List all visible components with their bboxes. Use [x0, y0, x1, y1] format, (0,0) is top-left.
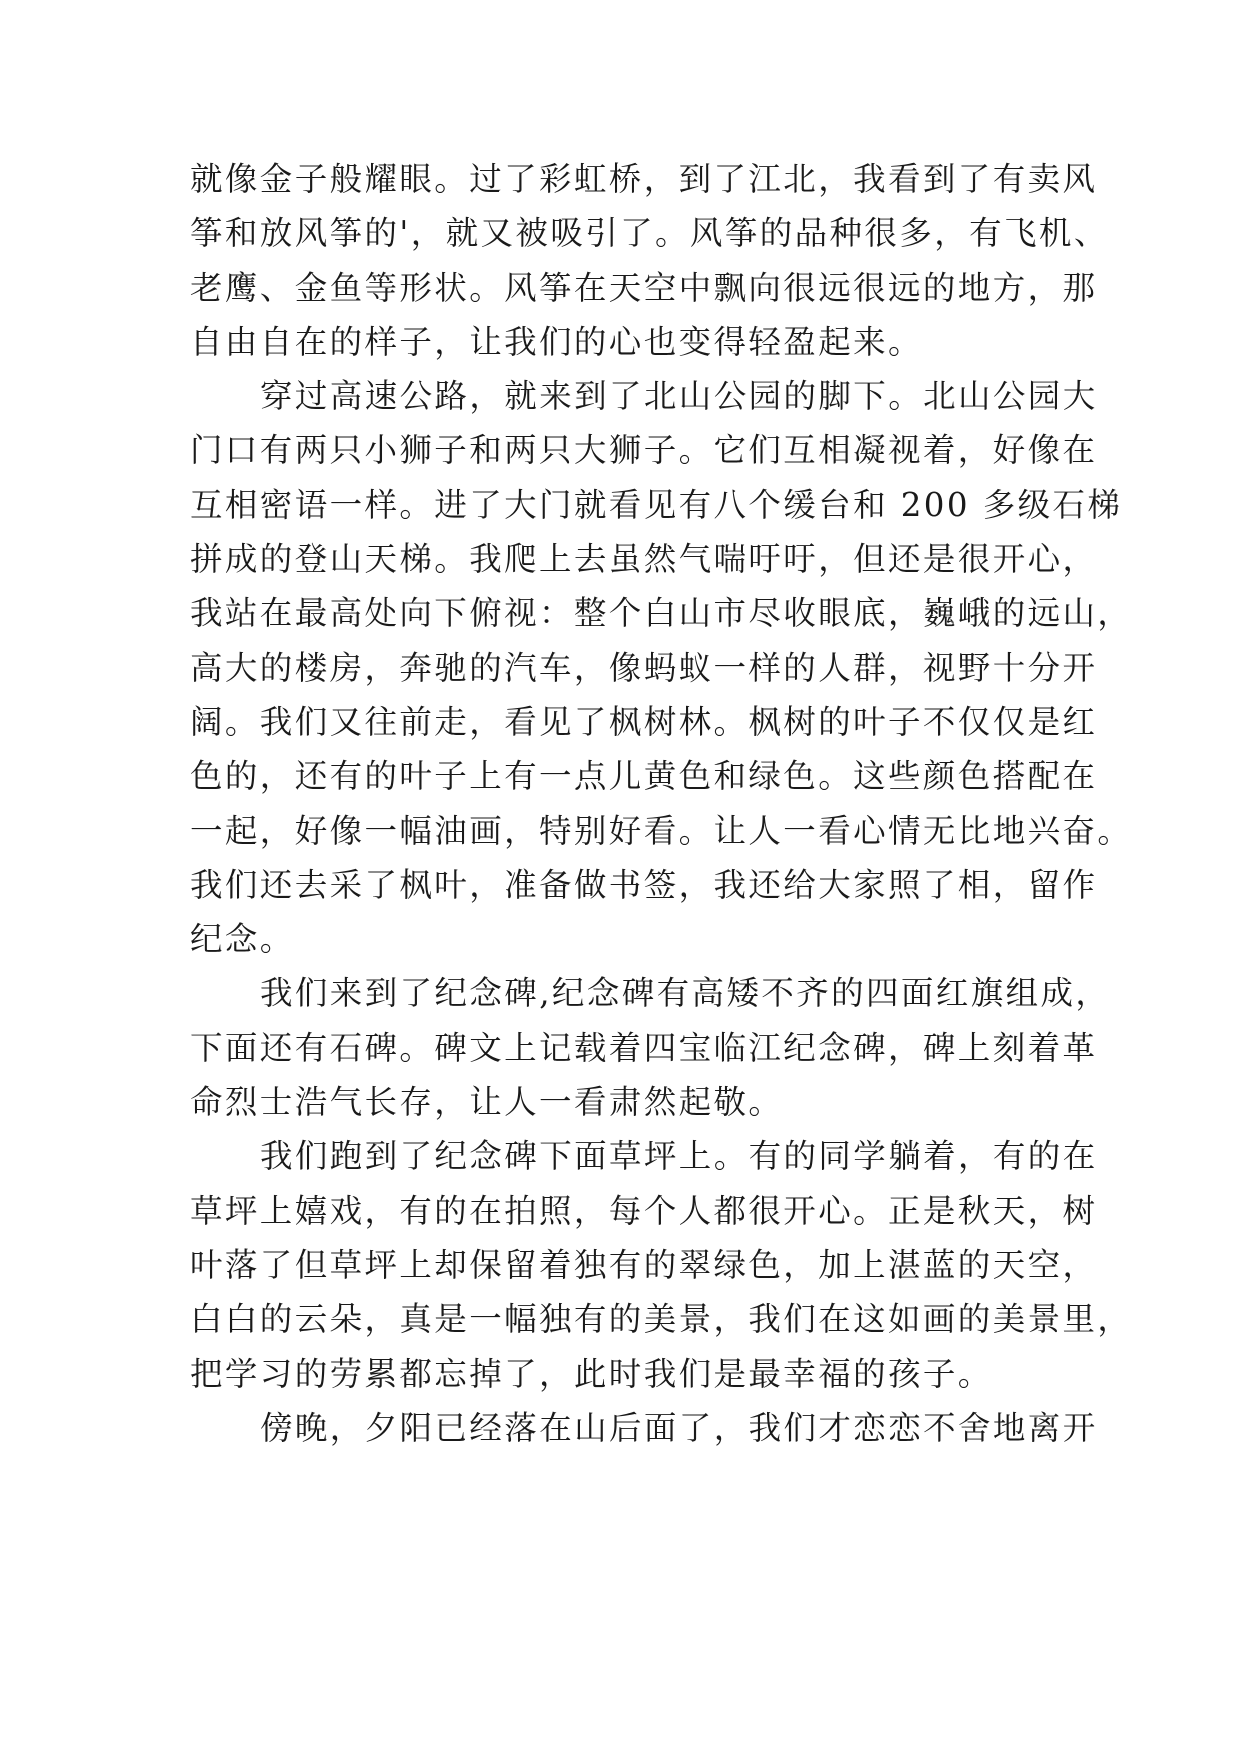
text-line: 就像金子般耀眼。过了彩虹桥，到了江北，我看到了有卖风	[190, 160, 1098, 198]
text-line: 色的，还有的叶子上有一点儿黄色和绿色。这些颜色搭配在	[190, 757, 1098, 796]
text-line: 我们还去采了枫叶，准备做书签，我还给大家照了相，留作	[190, 865, 1098, 904]
text-line: 我们来到了纪念碑,纪念碑有高矮不齐的四面红旗组成，	[260, 974, 1111, 1013]
text-line: 筝和放风筝的'，就又被吸引了。风筝的品种很多，有飞机、	[190, 214, 1109, 253]
text-line: 门口有两只小狮子和两只大狮子。它们互相凝视着，好像在	[190, 431, 1098, 470]
text-line: 我们跑到了纪念碑下面草坪上。有的同学躺着，有的在	[260, 1137, 1098, 1176]
text-line: 阔。我们又往前走，看见了枫树林。枫树的叶子不仅仅是红	[190, 702, 1098, 741]
text-line: 傍晚，夕阳已经落在山后面了，我们才恋恋不舍地离开	[260, 1408, 1098, 1447]
text-line: 纪念。	[190, 920, 295, 959]
text-line: 互相密语一样。进了大门就看见有八个缓台和 200 多级石梯	[190, 485, 1123, 524]
text-line: 老鹰、金鱼等形状。风筝在天空中飘向很远很远的地方，那	[190, 268, 1098, 307]
text-line: 叶落了但草坪上却保留着独有的翠绿色，加上湛蓝的天空，	[190, 1245, 1098, 1284]
text-line: 下面还有石碑。碑文上记载着四宝临江纪念碑，碑上刻着革	[190, 1028, 1098, 1067]
paragraph	[190, 1129, 1133, 1400]
text-line: 命烈士浩气长存，让人一看肃然起敬。	[190, 1083, 784, 1122]
text-line: 拼成的登山天梯。我爬上去虽然气喘吁吁，但还是很开心，	[190, 540, 1098, 579]
text-line: 穿过高速公路，就来到了北山公园的脚下。北山公园大	[260, 377, 1098, 416]
text-line: 把学习的劳累都忘掉了，此时我们是最幸福的孩子。	[190, 1354, 993, 1393]
text-line: 一起，好像一幅油画，特别好看。让人一看心情无比地兴奋。	[190, 811, 1133, 850]
paragraph	[190, 369, 1133, 966]
text-line: 草坪上嬉戏，有的在拍照，每个人都很开心。正是秋天，树	[190, 1191, 1098, 1230]
text-line: 我站在最高处向下俯视：整个白山市尽收眼底，巍峨的远山，	[190, 594, 1133, 633]
essay-body	[190, 152, 1133, 1455]
paragraph	[190, 966, 1111, 1129]
paragraph	[190, 1401, 1098, 1455]
text-line: 高大的楼房，奔驰的汽车，像蚂蚁一样的人群，视野十分开	[190, 648, 1098, 687]
text-line: 自由自在的样子，让我们的心也变得轻盈起来。	[190, 322, 923, 361]
paragraph	[190, 152, 1109, 369]
text-line: 白白的云朵，真是一幅独有的美景，我们在这如画的美景里，	[190, 1300, 1133, 1339]
